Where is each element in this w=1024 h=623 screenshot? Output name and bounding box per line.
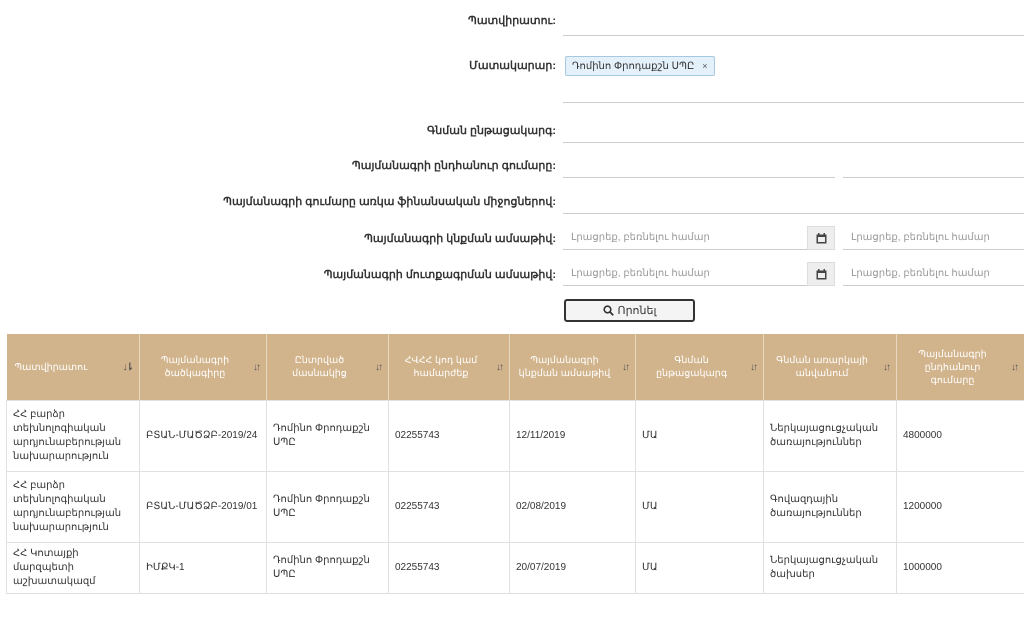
entry-date-calendar-button[interactable] (807, 262, 835, 286)
sort-icon: ↓↑ (750, 362, 756, 373)
funds-amount-input[interactable] (563, 191, 1024, 214)
table-row[interactable] (7, 543, 1024, 594)
supplier-tag (565, 56, 715, 76)
calendar-icon (816, 269, 827, 280)
procedure-input[interactable] (563, 120, 1024, 143)
column-header-total-amount[interactable]: Պայմանագրի ընդհանուր գումարը ↓↑ (897, 334, 1024, 401)
cell-sign-date: 12/11/2019 (510, 401, 636, 472)
cell-subject: Ներկայացուցչական ծախսեր (764, 543, 897, 594)
cell-subject: Ներկայացուցչական ծառայություններ (764, 401, 897, 472)
cell-tax-code: 02255743 (389, 472, 510, 543)
cell-contract-code: ԻՄՔԿ-1 (140, 543, 267, 594)
sign-date-to-input[interactable]: Լրացրեք, բեռնելու համար (843, 226, 1024, 250)
sort-icon: ↓↑ (622, 362, 628, 373)
supplier-tag-label: Դոմինո Փրոդաքշն ՍՊԸ (572, 60, 695, 72)
table-header-row (7, 334, 1024, 401)
cell-customer: ՀՀ բարձր տեխնոլոգիական արդյունաբերության նախարարություն (7, 401, 140, 472)
search-button[interactable] (564, 299, 695, 322)
column-header-tax-code[interactable]: ՀՎՀՀ կոդ կամ համարժեք ↓↑ (389, 334, 510, 401)
table-row[interactable] (7, 401, 1024, 472)
search-icon (603, 305, 614, 316)
cell-sign-date: 02/08/2019 (510, 472, 636, 543)
tag-remove-icon[interactable]: × (702, 61, 708, 71)
cell-total-amount: 4800000 (897, 401, 1024, 472)
sort-icon: ↓↑ (496, 362, 502, 373)
results-table (6, 334, 1024, 594)
cell-procedure: ՄԱ (636, 472, 764, 543)
supplier-input[interactable] (563, 80, 1024, 103)
cell-contract-code: ԲՏԱՆ-ՄԱԾՁԲ-2019/24 (140, 401, 267, 472)
calendar-icon (816, 233, 827, 244)
sign-date-label: Պայմանագրի կնքման ամսաթիվ: (364, 233, 556, 245)
column-header-contract-code[interactable]: Պայմանագրի ծածկագիրը ↓↑ (140, 334, 267, 401)
entry-date-from-input[interactable]: Լրացրեք, բեռնելու համար (563, 262, 807, 286)
cell-tax-code: 02255743 (389, 401, 510, 472)
cell-contract-code: ԲՏԱՆ-ՄԱԾՁԲ-2019/01 (140, 472, 267, 543)
total-amount-min-input[interactable] (563, 155, 835, 178)
supplier-label: Մատակարար: (469, 60, 556, 72)
sign-date-calendar-button[interactable] (807, 226, 835, 250)
table-row[interactable] (7, 472, 1024, 543)
total-amount-max-input[interactable] (843, 155, 1024, 178)
cell-total-amount: 1200000 (897, 472, 1024, 543)
sort-icon: ↓↑ (883, 362, 889, 373)
total-amount-label: Պայմանագրի ընդհանուր գումարը: (351, 160, 556, 172)
entry-date-label: Պայմանագրի մուտքագրման ամսաթիվ: (323, 269, 556, 281)
entry-date-to-input[interactable]: Լրացրեք, բեռնելու համար (843, 262, 1024, 286)
cell-customer: ՀՀ Կոտայքի մարզպետի աշխատակազմ (7, 543, 140, 594)
customer-input[interactable] (563, 13, 1024, 36)
sort-icon: ↓↑ (253, 362, 259, 373)
cell-sign-date: 20/07/2019 (510, 543, 636, 594)
cell-procedure: ՄԱ (636, 401, 764, 472)
sort-icon: ↓↑ (1011, 362, 1017, 373)
cell-tax-code: 02255743 (389, 543, 510, 594)
sort-icon: ↓↑ (375, 362, 381, 373)
cell-participant: Դոմինո Փրոդաքշն ՍՊԸ (267, 472, 389, 543)
cell-participant: Դոմինո Փրոդաքշն ՍՊԸ (267, 401, 389, 472)
cell-subject: Գովազդային ծառայություններ (764, 472, 897, 543)
cell-customer: ՀՀ բարձր տեխնոլոգիական արդյունաբերության նախարարություն (7, 472, 140, 543)
procedure-label: Գնման ընթացակարգ: (427, 125, 556, 137)
sign-date-from-input[interactable]: Լրացրեք, բեռնելու համար (563, 226, 807, 250)
cell-participant: Դոմինո Փրոդաքշն ՍՊԸ (267, 543, 389, 594)
funds-amount-label: Պայմանագրի գումարը առկա ֆինանսական միջոցներով: (223, 196, 556, 208)
column-header-participant[interactable]: Ընտրված մասնակից ↓↑ (267, 334, 389, 401)
sort-asc-icon: ↓⇂ (122, 362, 132, 373)
column-header-subject[interactable]: Գնման առարկայի անվանում ↓↑ (764, 334, 897, 401)
column-header-customer[interactable]: Պատվիրատու ↓⇂ (7, 334, 140, 401)
cell-total-amount: 1000000 (897, 543, 1024, 594)
column-header-procedure[interactable]: Գնման ընթացակարգ ↓↑ (636, 334, 764, 401)
customer-label: Պատվիրատու: (468, 15, 556, 27)
column-header-sign-date[interactable]: Պայմանագրի կնքման ամսաթիվ ↓↑ (510, 334, 636, 401)
search-button-label: Որոնել (617, 305, 657, 317)
cell-procedure: ՄԱ (636, 543, 764, 594)
